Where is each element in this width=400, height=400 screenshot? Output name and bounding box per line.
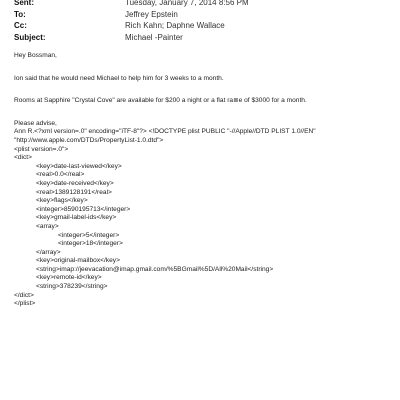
xml-line: "http://www.apple.com/DTDs/PropertyList-1.0.dtd"> bbox=[14, 136, 164, 144]
subject-label: Subject: bbox=[14, 32, 46, 42]
xml-line: <integer>8590195713</integer> bbox=[14, 205, 131, 213]
xml-line: </array> bbox=[14, 248, 61, 256]
signature-line: Ann R.<?xml version=.0" encoding="iTF-8"?> <!DOCTYPE plist PUBLIC "-//Apple//DTD PLIST 1.0//EN" bbox=[14, 128, 316, 136]
sent-label: Sent: bbox=[14, 0, 34, 7]
sent-value: Tuesday, January 7, 2014 8:56 PM bbox=[125, 0, 249, 7]
paragraph-1: Ion said that he would need Michael to help him for 3 weeks to a month. bbox=[14, 74, 224, 82]
xml-line: <real>0.0</real> bbox=[14, 171, 85, 179]
xml-plist-block bbox=[14, 137, 394, 309]
xml-line: <array> bbox=[14, 222, 59, 230]
subject-row bbox=[14, 32, 394, 44]
xml-line: <key>flags</key> bbox=[14, 197, 88, 205]
xml-line: <key>date-last-viewed</key> bbox=[14, 162, 122, 170]
to-label: To: bbox=[14, 9, 26, 19]
xml-line: <real>1389128191</real> bbox=[14, 188, 112, 196]
xml-line: <key>gmail-label-ids</key> bbox=[14, 214, 117, 222]
xml-line: <key>remote-id</key> bbox=[14, 274, 102, 282]
sent-row bbox=[14, 0, 394, 9]
xml-line: </dict> bbox=[14, 291, 34, 299]
to-row bbox=[14, 9, 394, 21]
xml-line: <string>imap://jeevacation@imap.gmail.com/%5BGmail%5D/All%20Mail</string> bbox=[14, 265, 274, 273]
xml-line: <dict> bbox=[14, 154, 32, 162]
cc-label: Cc: bbox=[14, 21, 27, 30]
cc-value: Rich Kahn; Daphne Wallace bbox=[125, 21, 225, 30]
paragraph-2: Rooms at Sapphire "Crystal Cove" are available for $200 a night or a flat ra≣e of $3000 for a month. bbox=[14, 97, 307, 105]
email-body bbox=[14, 52, 394, 309]
cc-row bbox=[14, 20, 394, 32]
xml-line: <integer>18</integer> bbox=[14, 240, 123, 248]
sign-off: Please advise, bbox=[14, 119, 57, 127]
xml-line: </plist> bbox=[14, 300, 36, 308]
greeting: Hey Bossman, bbox=[14, 52, 57, 59]
xml-line: <string>378239</string> bbox=[14, 283, 108, 291]
xml-line: <plist version=.0"> bbox=[14, 145, 69, 153]
xml-line: <key>original-mailbox</key> bbox=[14, 257, 120, 265]
xml-line: <key>date-received</key> bbox=[14, 179, 114, 187]
xml-line: <integer>5</integer> bbox=[14, 231, 120, 239]
to-value: Jeffrey Epstein bbox=[125, 9, 178, 19]
email-header bbox=[14, 0, 394, 43]
subject-value: Michael -Painter bbox=[125, 32, 183, 42]
